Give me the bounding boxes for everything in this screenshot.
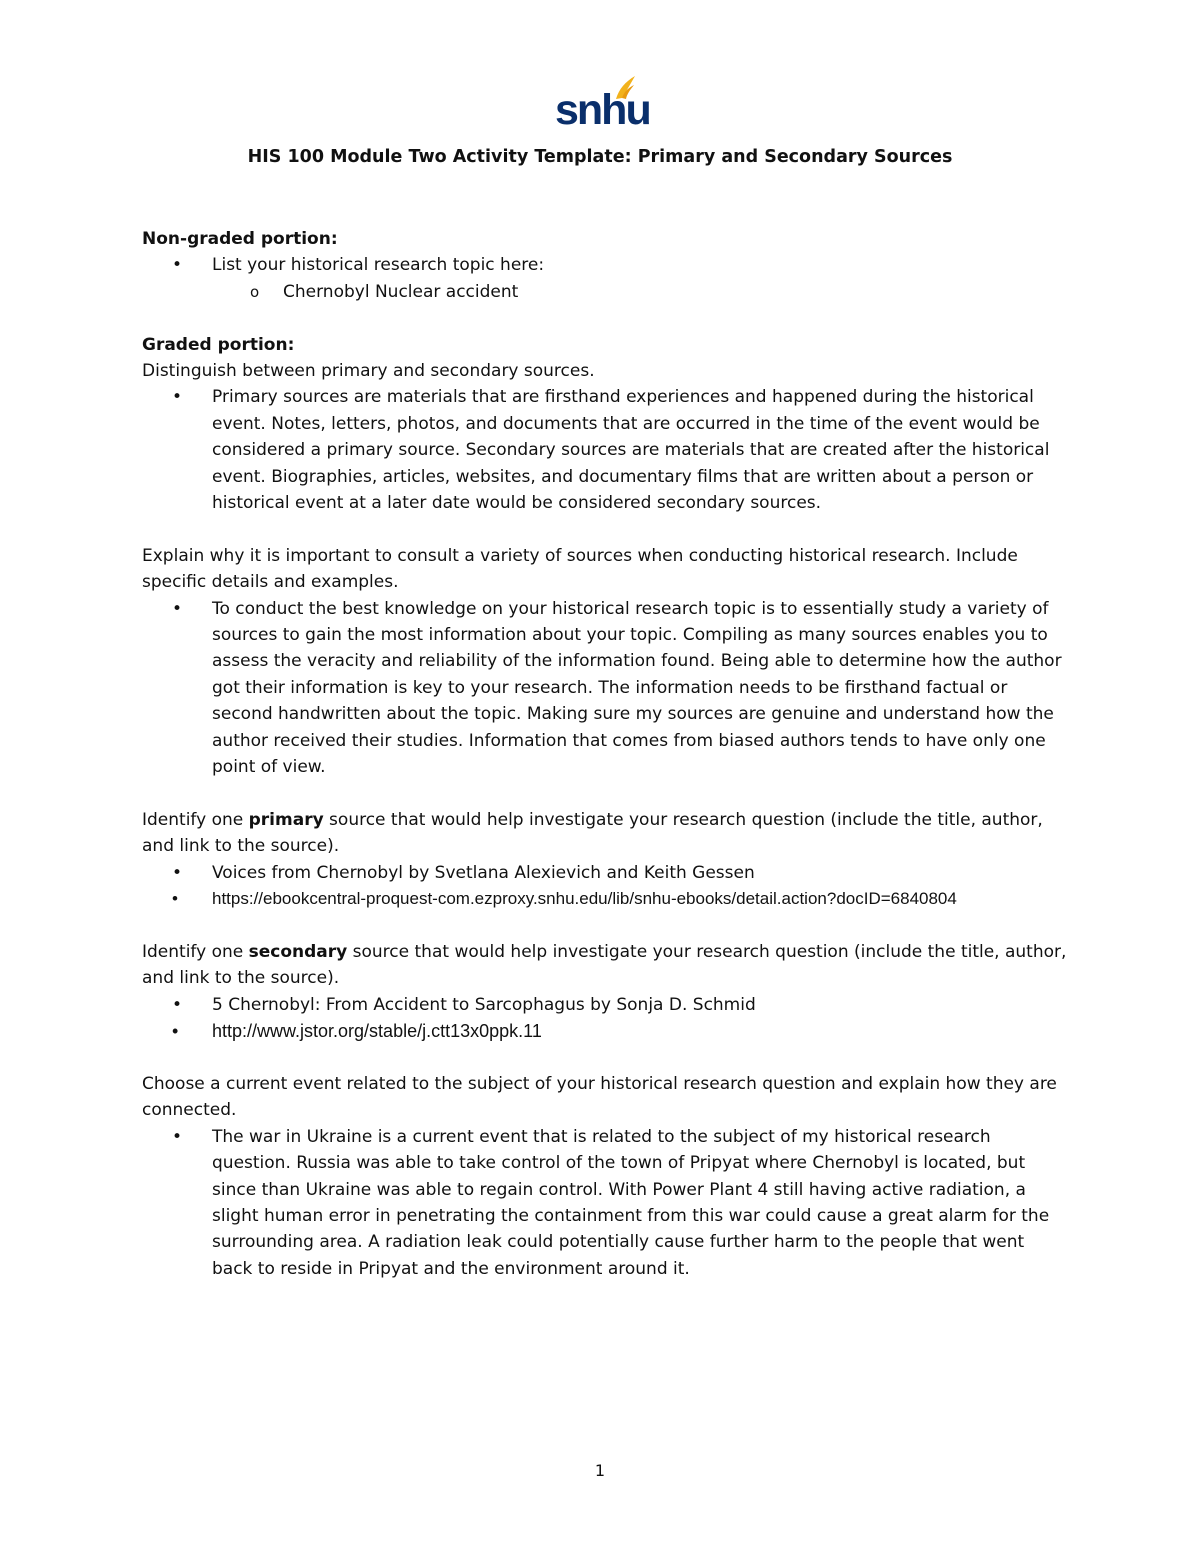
primary-link[interactable]: • https://ebookcentral-proquest-com.ezproxy.snhu.edu/lib/snhu-ebooks/detail.action?docID=6840804 [142, 886, 1067, 912]
graded-heading: Graded portion: [142, 334, 295, 355]
current-event-prompt: Choose a current event related to the subject of your historical research question and explain how they are connected. [142, 1073, 1057, 1121]
current-event-list [142, 1124, 1067, 1282]
prompt-text: source that would help investigate your research question (include the title, author, and link to the source). [142, 809, 1043, 857]
distinguish-answer: • Primary sources are materials that are firsthand experiences and happened during the historical event. Notes, letters, photos, and documents that are occurred in the time of the event would be considered a primary source. Secondary sources are materials that are created after the historical event. Biographies, articles, websites, and documentary films that are written about a person or historical event at a later date would be considered secondary sources. [142, 384, 1067, 516]
topic-answer: o Chernobyl Nuclear accident [142, 279, 1067, 305]
explain-answer: • To conduct the best knowledge on your historical research topic is to essentially study a variety of sources to gain the most information about your topic. Compiling as many sources enables you to assess the veracity and reliability of the information found. Being able to determine how the author got their information is key to your research. The information needs to be firsthand factual or second handwritten about the topic. Making sure my sources are genuine and understand how the author received their studies. Information that comes from biased authors tends to have only one point of view. [142, 596, 1067, 781]
prompt-emphasis: secondary [248, 941, 348, 962]
current-event-answer: • The war in Ukraine is a current event that is related to the subject of my historical research question. Russia was able to take control of the town of Pripyat where Chernobyl is located, but since than Ukraine was able to regain control. With Power Plant 4 still having active radiation, a slight human error in penetrating the containment from this war could cause a great alarm for the surrounding area. A radiation leak could potentially cause further harm to the people that went back to reside in Pripyat and the environment around it. [142, 1124, 1067, 1282]
non-graded-heading: Non-graded portion: [142, 229, 338, 249]
distinguish-prompt: Distinguish between primary and secondary sources. [142, 361, 595, 382]
secondary-link[interactable]: • http://www.jstor.org/stable/j.ctt13x0ppk.11 [142, 1018, 1067, 1044]
secondary-title-author: • 5 Chernobyl: From Accident to Sarcophagus by Sonja D. Schmid [142, 992, 1067, 1018]
prompt-text: Identify one [142, 941, 249, 962]
secondary-prompt [142, 939, 1067, 992]
distinguish-list [142, 384, 1067, 516]
document-body [142, 226, 1067, 1282]
non-graded-list [142, 252, 1067, 305]
prompt-text: source that would help investigate your research question (include the title, author, and link to the source). [142, 941, 1067, 989]
prompt-text: Identify one [142, 809, 249, 830]
list-item [142, 252, 1067, 305]
page-number: 1 [594, 1461, 606, 1480]
primary-prompt [142, 807, 1067, 860]
prompt-emphasis: primary [248, 809, 324, 830]
secondary-list [142, 992, 1067, 1045]
explain-list [142, 596, 1067, 781]
topic-sublist [142, 279, 1067, 305]
primary-list [142, 860, 1067, 913]
primary-title-author: • Voices from Chernobyl by Svetlana Alexievich and Keith Gessen [142, 860, 1067, 886]
snhu-logo [555, 74, 650, 134]
explain-prompt: Explain why it is important to consult a variety of sources when conducting historical research. Include specific details and examples. [142, 545, 1018, 593]
logo-wordmark: snhu [555, 86, 650, 134]
topic-prompt: List your historical research topic here: [212, 255, 545, 276]
document-title: HIS 100 Module Two Activity Template: Primary and Secondary Sources [247, 147, 953, 167]
